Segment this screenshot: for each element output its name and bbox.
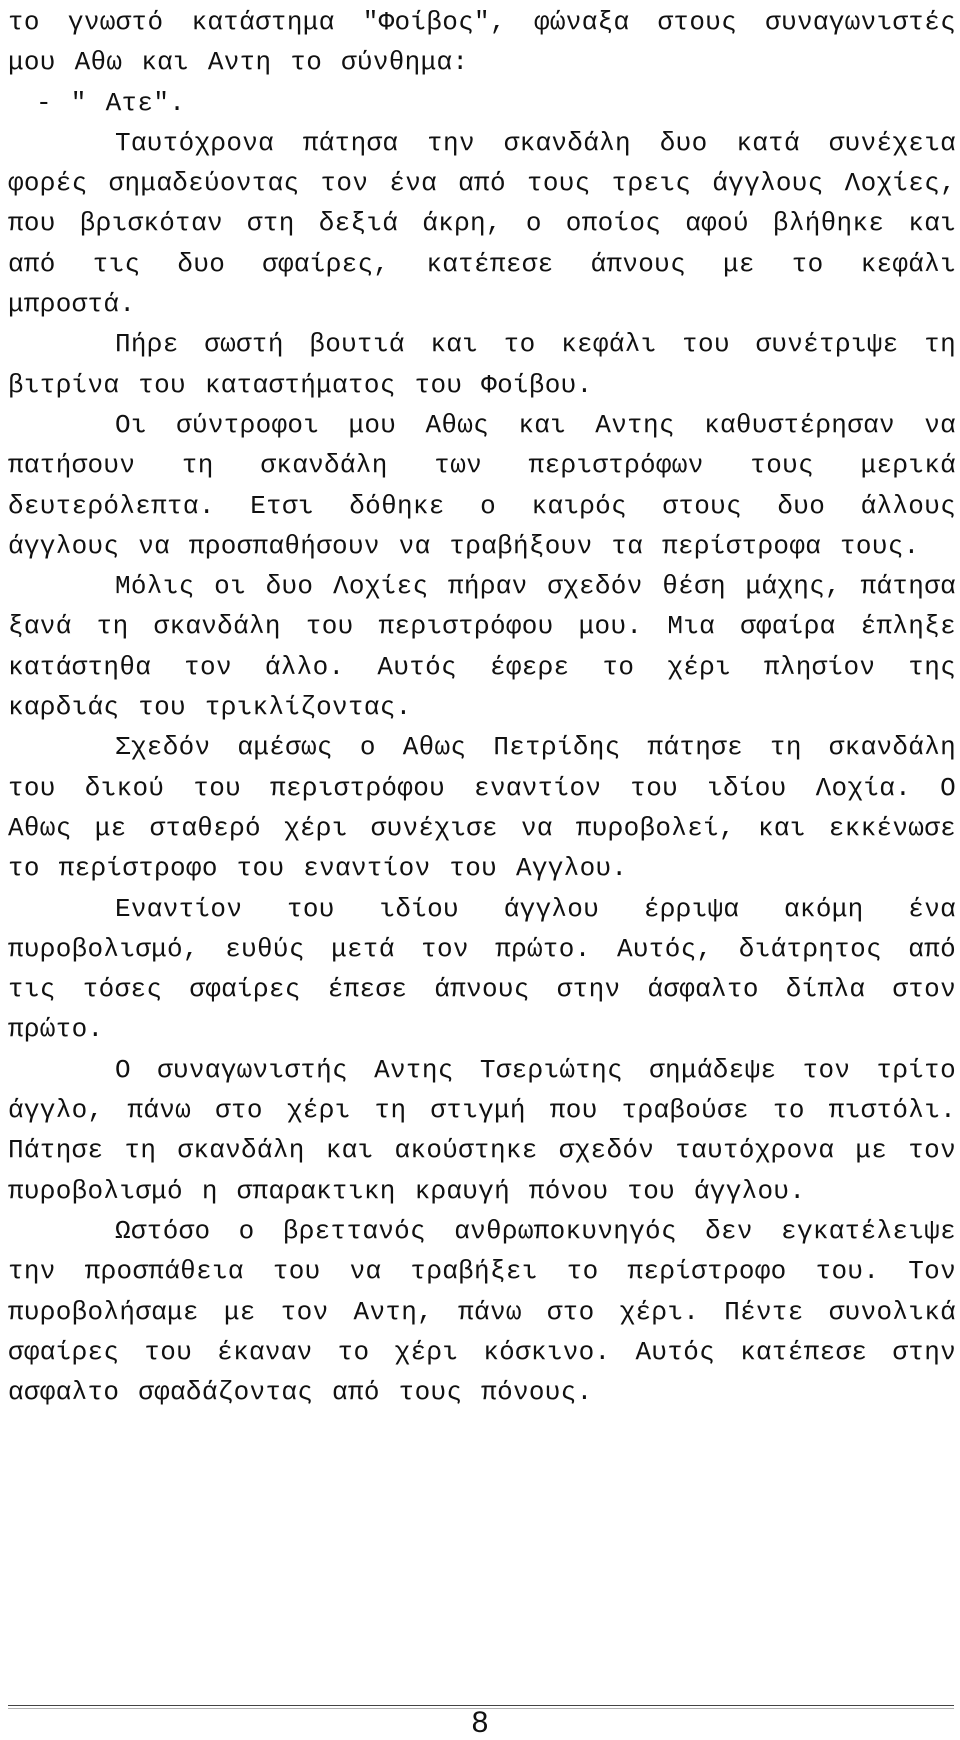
document-body — [8, 2, 956, 1412]
paragraph: Μόλις οι δυο Λοχίες πήραν σχεδόν θέση μάχης, πάτησα ξανά τη σκανδάλη του περιστρόφου μου. Μια σφαίρα έπληξε κατάστηθα τον άλλο. Αυτός έφερε το χέρι πλησίον της καρδιάς του τρικλίζοντας. — [8, 571, 956, 723]
paragraph: Σχεδόν αμέσως ο Αθως Πετρίδης πάτησε τη σκανδάλη του δικού του περιστρόφου εναντίον του ιδίου Λοχία. Ο Αθως με σταθερό χέρι συνέχισε να πυροβολεί, και εκκένωσε το περίστροφο του εναντίον του Αγγλου. — [8, 732, 956, 884]
paragraph: Ωστόσο ο βρεττανός ανθρωποκυνηγός δεν εγκατέλειψε την προσπάθεια του να τραβήξει το περίστροφο του. Τον πυροβολήσαμε με τον Αντη, πάνω στο χέρι. Πέντε συνολικά σφαίρες του έκαναν το χέρι κόσκινο. Αυτός κατέπεσε στην ασφαλτο σφαδάζοντας από τους πόνους. — [8, 1215, 956, 1408]
paragraph: Πήρε σωστή βουτιά και το κεφάλι του συνέτριψε τη βιτρίνα του καταστήματος του Φοίβου. — [8, 329, 956, 400]
paragraph: Εναντίον του ιδίου άγγλου έρριψα ακόμη ένα πυροβολισμό, ευθύς μετά τον πρώτο. Αυτός, διάτρητος από τις τόσες σφαίρες έπεσε άπνους στην άσφαλτο δίπλα στον πρώτο. — [8, 893, 956, 1045]
page-number: 8 — [471, 1706, 489, 1739]
paragraph: - " Ατε". — [36, 87, 186, 118]
paragraph: Ταυτόχρονα πάτησα την σκανδάλη δυο κατά συνέχεια φορές σημαδεύοντας τον ένα από τους τρεις άγγλους Λοχίες, που βρισκόταν στη δεξιά άκρη, ο οποίος αφού βλήθηκε και από τις δυο σφαίρες, κατέπεσε άπνους με το κεφάλι μπροστά. — [8, 127, 956, 320]
paragraph: το γνωστό κατάστημα "Φοίβος", φώναξα στους συναγωνιστές μου Αθω και Αντη το σύνθημα: — [8, 7, 956, 78]
paragraph: Οι σύντροφοι μου Αθως και Αντης καθυστέρησαν να πατήσουν τη σκανδάλη των περιστρόφων τους μερικά δευτερόλεπτα. Ετσι δόθηκε ο καιρός στους δυο άλλους άγγλους να προσπαθήσουν να τραβήξουν τα περίστροφα τους. — [8, 409, 956, 561]
paragraph: Ο συναγωνιστής Αντης Τσεριώτης σημάδεψε τον τρίτο άγγλο, πάνω στο χέρι τη στιγμή που τραβούσε το πιστόλι. Πάτησε τη σκανδάλη και ακούστηκε σχεδόν ταυτόχρονα με τον πυροβολισμό η σπαρακτικη κραυγή πόνου του άγγλου. — [8, 1054, 956, 1206]
